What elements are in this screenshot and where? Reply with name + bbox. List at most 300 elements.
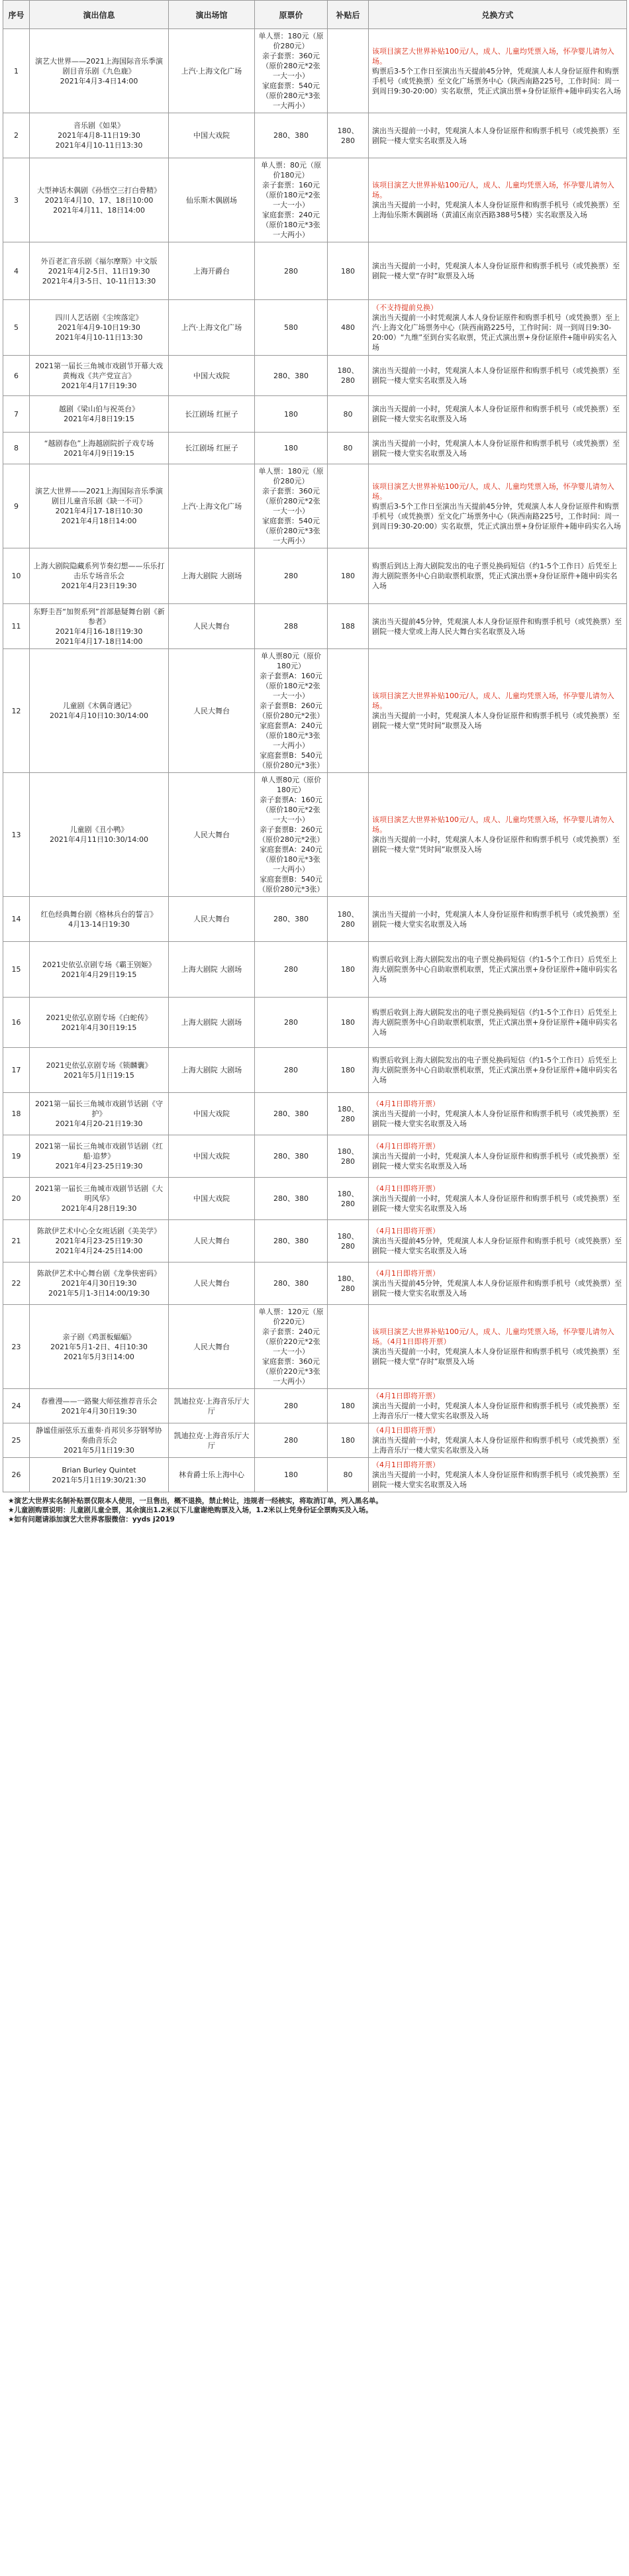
show-info [30, 1135, 169, 1178]
venue: 上海大剧院 大剧场 [169, 548, 255, 604]
original-price [255, 604, 328, 649]
venue: 中国大戏院 [169, 113, 255, 158]
exchange-text: 购票后收到上海大剧院发出的电子票兑换码短信（约1-5个工作日）后凭至上海大剧院票务中心自助取票机取票，凭正式演出票+身份证原件+随申码实名入场 [372, 1008, 618, 1037]
subsidized-price: 180 [328, 1048, 369, 1093]
subsidized-price: 180、280 [328, 113, 369, 158]
original-price [255, 1389, 328, 1423]
exchange-text: 演出当天提前一小时，凭观演人本人身份证原件和购票手机号（或凭换票）至剧院一楼大堂“凭时间”取票及入场 [372, 711, 620, 730]
exchange-text: 演出当天提前一小时，凭观演人本人身份证原件和购票手机号（或凭换票）至剧院一楼大堂实名取票及入场 [372, 1152, 620, 1170]
venue: 中国大戏院 [169, 1093, 255, 1135]
exchange-text: 购票后到达上海大剧院发出的电子票兑换码短信（约1-5个工作日）后凭至上海大剧院票务中心自助取票机取票，凭正式演出票+身份证原件+随申码实名入场 [372, 562, 618, 590]
row-number: 9 [3, 464, 30, 548]
price-line: 280 [284, 1066, 298, 1074]
show-title: 音乐剧《如果》 [73, 121, 124, 130]
venue: 人民大舞台 [169, 1262, 255, 1305]
venue: 凯迪拉克·上海音乐厅大厅 [169, 1389, 255, 1423]
price-line: 280、380 [273, 1109, 309, 1118]
show-title: 演艺大世界——2021上海国际音乐季演剧目儿童音乐剧《缺一不可》 [35, 487, 163, 505]
venue: 长江剧场 红匣子 [169, 396, 255, 433]
show-info [30, 1305, 169, 1389]
show-date: 2021年4月17-18日14:00 [55, 637, 143, 646]
subsidized-price: 180 [328, 1389, 369, 1423]
exchange-method [369, 158, 627, 242]
header-venue: 演出场馆 [169, 1, 255, 29]
price-line: 单人票：80元（原价180元） [261, 161, 321, 180]
exchange-text: 演出当天提前一小时，凭观演人本人身份证原件和购票手机号（或凭换票）至剧院一楼大堂实名取票及入场 [372, 1470, 620, 1489]
table-row [3, 1220, 627, 1262]
original-price [255, 433, 328, 464]
table-row [3, 356, 627, 396]
price-line: 亲子套票：360元（原价280元*2张 一大一小） [262, 487, 320, 515]
original-price [255, 158, 328, 242]
show-date: 2021年4月23-25日19:30 [55, 1237, 143, 1245]
row-number: 5 [3, 300, 30, 356]
show-date: 2021年5月1-2日、4日10:30 [50, 1342, 148, 1351]
subsidized-price: 180 [328, 548, 369, 604]
show-title: 2021史依弘京剧专场《锁麟囊》 [46, 1060, 152, 1070]
show-title: 红色经典舞台剧《格林兵台的誓言》 [40, 909, 158, 919]
original-price [255, 396, 328, 433]
venue: 上汽·上海文化广场 [169, 29, 255, 113]
price-line: 亲子套票A：160元（原价180元*2张 一大一小） [260, 796, 322, 824]
show-date: 2021年4月23-25日19:30 [55, 1162, 143, 1170]
exchange-method [369, 464, 627, 548]
show-title: 上海大剧院隐藏系列节奏幻想——乐乐打击乐专场音乐会 [33, 562, 165, 580]
subsidy-notice: （4月1日即将开票） [372, 1269, 440, 1278]
exchange-method [369, 242, 627, 300]
price-line: 280、380 [273, 131, 309, 140]
show-title: 2021第一届长三角城市戏剧节话剧《红船·追梦》 [35, 1142, 163, 1160]
price-line: 280、380 [273, 1152, 309, 1160]
table-row [3, 396, 627, 433]
show-date: 2021年4月8日19:15 [64, 415, 134, 423]
show-title: 2021第一届长三角城市戏剧节话剧《守护》 [35, 1100, 163, 1118]
original-price [255, 942, 328, 998]
subsidy-notice: 该项目演艺大世界补贴100元/人，成人、儿童均凭票入场，怀孕婴儿请勿入场。 [372, 692, 614, 710]
price-line: 280 [284, 965, 298, 974]
subsidized-price: 180、280 [328, 1178, 369, 1220]
row-number: 2 [3, 113, 30, 158]
show-info [30, 1262, 169, 1305]
venue: 上海大剧院 大剧场 [169, 998, 255, 1048]
exchange-text: 演出当天提前45分钟，凭观演人本人身份证原件和购票手机号（或凭换票）至剧院一楼大堂实名取票及入场 [372, 1279, 622, 1298]
venue: 人民大舞台 [169, 773, 255, 897]
show-info [30, 433, 169, 464]
price-line: 家庭套票：540元（原价280元*3张 一大两小） [262, 517, 320, 545]
subsidy-notice: 该项目演艺大世界补贴100元/人，成人、儿童均凭票入场，怀孕婴儿请勿入场。 [372, 815, 614, 834]
exchange-method [369, 998, 627, 1048]
show-info [30, 1423, 169, 1458]
row-number: 23 [3, 1305, 30, 1389]
show-info [30, 356, 169, 396]
subsidized-price: 180、280 [328, 897, 369, 942]
venue: 长江剧场 红匣子 [169, 433, 255, 464]
price-line: 180 [284, 444, 298, 452]
table-row [3, 1389, 627, 1423]
exchange-method [369, 1135, 627, 1178]
exchange-method [369, 396, 627, 433]
show-info [30, 1458, 169, 1492]
show-date: 2021年5月1-3日14:00/19:30 [48, 1289, 150, 1298]
table-row [3, 942, 627, 998]
row-number: 25 [3, 1423, 30, 1458]
original-price [255, 242, 328, 300]
price-line: 家庭套票B：540元（原价280元*3张） [258, 751, 324, 770]
exchange-method [369, 649, 627, 773]
exchange-method [369, 433, 627, 464]
header-price: 原票价 [255, 1, 328, 29]
row-number: 13 [3, 773, 30, 897]
show-info [30, 1389, 169, 1423]
show-title: 陈歆伊艺术中心全女班话剧《美美学》 [37, 1227, 161, 1235]
subsidized-price: 180 [328, 1423, 369, 1458]
table-row [3, 113, 627, 158]
exchange-text: 演出当天提前45分钟，凭观演人本人身份证原件和购票手机号（或凭换票）至剧院一楼大堂实名取票及入场 [372, 1237, 622, 1255]
subsidized-price: 180 [328, 942, 369, 998]
show-date: 2021年4月18日14:00 [61, 517, 137, 525]
price-line: 280 [284, 266, 298, 276]
original-price [255, 649, 328, 773]
show-title: 亲子剧《鸡蛋板蝠蝠》 [62, 1332, 136, 1341]
show-date: 2021年4月17日19:30 [61, 381, 137, 390]
show-title: 2021第一届长三角城市戏剧节开幕大戏黄梅戏《共产党宣言》 [35, 361, 163, 380]
subsidized-price [328, 29, 369, 113]
venue: 林肯爵士乐上海中心 [169, 1458, 255, 1492]
show-date: 2021年4月9-10日19:30 [58, 323, 140, 332]
table-row [3, 649, 627, 773]
exchange-text: 演出当天提前一小时，凭观演人本人身份证原件和购票手机号（或凭换票）至上海音乐厅一楼大堂实名取票及入场 [372, 1436, 620, 1455]
original-price [255, 464, 328, 548]
show-date: 2021年4月16-18日19:30 [55, 627, 143, 636]
show-title: 静谧佳丽弦乐五重奏·肖邦贝多芬钢琴协奏曲音乐会 [36, 1426, 162, 1445]
show-title: 陈歆伊艺术中心舞台剧《龙拳侠密码》 [37, 1269, 161, 1278]
show-date: 2021年4月11、18日14:00 [53, 205, 145, 215]
venue: 人民大舞台 [169, 1220, 255, 1262]
row-number: 12 [3, 649, 30, 773]
header-no: 序号 [3, 1, 30, 29]
show-date: 2021年4月10-11日13:30 [55, 333, 143, 342]
price-line: 家庭套票B：540元（原价280元*3张） [258, 875, 324, 894]
exchange-text: 演出当天提前一小时，凭观演人本人身份证原件和购票手机号（或凭换票）至剧院一楼大堂实名取票及入场 [372, 909, 620, 929]
original-price [255, 773, 328, 897]
row-number: 18 [3, 1093, 30, 1135]
show-title: 儿童剧《木偶奇遇记》 [62, 701, 136, 710]
row-number: 26 [3, 1458, 30, 1492]
exchange-text: 演出当天提前一小时凭观演人本人身份证原件和购票手机号（或凭换票）至上汽·上海文化广场票务中心（陕西南路225号，工作时间：周一到周日9:30-20:00）“九维”至到台实名取票，凭正式演出票+身份证原件+随申码实名入场 [372, 313, 620, 352]
row-number: 11 [3, 604, 30, 649]
show-date: 2021年4月30日19:30 [61, 1279, 137, 1288]
table-row [3, 29, 627, 113]
price-line: 家庭套票：540元（原价280元*3张 一大两小） [262, 81, 320, 110]
subsidy-notice: （不支持提前兑换） [372, 303, 438, 312]
header-info: 演出信息 [30, 1, 169, 29]
price-line: 单人票80元（原价180元） [261, 652, 321, 670]
table-row [3, 1048, 627, 1093]
subsidized-price [328, 464, 369, 548]
footer-note: ★儿童剧购票说明：儿童剧儿童全票，其余演出1.2米以下儿童谢绝购票及入场，1.2米以上凭身份证全票购买及入场。 [8, 1506, 373, 1514]
original-price [255, 1305, 328, 1389]
venue: 人民大舞台 [169, 897, 255, 942]
show-title: Brian Burley Quintet [62, 1465, 136, 1474]
exchange-method [369, 548, 627, 604]
show-date: 2021年4月2-5日、11日19:30 [48, 266, 150, 276]
show-info [30, 897, 169, 942]
venue: 中国大戏院 [169, 356, 255, 396]
subsidized-price: 180 [328, 242, 369, 300]
show-title: 春雅漫——一路聚大师弦推荐音乐会 [40, 1396, 158, 1406]
subsidized-price: 80 [328, 1458, 369, 1492]
exchange-method [369, 1220, 627, 1262]
exchange-text: 演出当天提前一小时，凭观演人本人身份证原件和购票手机号（或凭换票）至剧院一楼大堂实名取票及入场 [372, 126, 620, 145]
subsidy-notice: （4月1日即将开票） [372, 1100, 440, 1108]
subsidized-price: 188 [328, 604, 369, 649]
show-date: 2021年5月1日19:15 [64, 1070, 134, 1080]
table-row [3, 548, 627, 604]
table-row [3, 242, 627, 300]
exchange-method [369, 773, 627, 897]
show-date: 4月13-14日19:30 [68, 919, 130, 929]
table-row [3, 1093, 627, 1135]
subsidized-price: 180、280 [328, 1135, 369, 1178]
row-number: 7 [3, 396, 30, 433]
price-line: 580 [284, 323, 298, 332]
show-date: 2021年4月3-4日14:00 [60, 76, 138, 85]
exchange-text: 演出当天提前一小时，凭观演人本人身份证原件和购票手机号（或凭换票）至剧院一楼大堂实名取票及入场 [372, 405, 620, 423]
price-line: 亲子套票：240元（原价220元*2张 一大一小） [262, 1327, 320, 1356]
show-date: 2021年5月1日19:30 [64, 1446, 134, 1455]
exchange-text: 演出当天提前一小时，凭观演人本人身份证原件和购票手机号（或凭换票）至剧院一楼大堂实名取票及入场 [372, 438, 620, 458]
original-price [255, 1135, 328, 1178]
exchange-text: 购票后收到上海大剧院发出的电子票兑换码短信（约1-5个工作日）后凭至上海大剧院票务中心自助取票机取票，凭正式演出票+身份证原件+随申码实名入场 [372, 1056, 618, 1084]
exchange-method [369, 1178, 627, 1220]
subsidy-notice: 该项目演艺大世界补贴100元/人，成人、儿童均凭票入场，怀孕婴儿请勿入场。 [372, 46, 614, 66]
exchange-method [369, 356, 627, 396]
footer-note: ★演艺大世界实名制补贴票仅限本人使用，一旦售出，概不退换，禁止转让，违规者一经核实，将取消订单，列入黑名单。 [8, 1497, 383, 1505]
price-line: 亲子套票：360元（原价280元*2张 一大一小） [262, 52, 320, 80]
exchange-text: 演出当天提前一小时，凭观演人本人身份证原件和购票手机号（或凭换票）至上海音乐厅一楼大堂实名取票及入场 [372, 1402, 620, 1420]
exchange-text: 演出当天提前45分钟，凭观演人本人身份证原件和购票手机号（或凭换票）至剧院一楼大堂或上海人民大舞台实名取票及入场 [372, 617, 622, 636]
show-info [30, 649, 169, 773]
exchange-method [369, 29, 627, 113]
exchange-method [369, 113, 627, 158]
show-info [30, 29, 169, 113]
table-row [3, 1423, 627, 1458]
price-line: 家庭套票：360元（原价220元*3张 一大两小） [262, 1357, 320, 1386]
table-row [3, 433, 627, 464]
subsidized-price: 180、280 [328, 1220, 369, 1262]
show-date: 2021年4月30日19:30 [61, 1406, 137, 1416]
subsidy-notice: （4月1日即将开票） [372, 1227, 440, 1235]
venue: 人民大舞台 [169, 604, 255, 649]
show-title: 2021第一届长三角城市戏剧节话剧《大明风华》 [35, 1184, 163, 1203]
row-number: 24 [3, 1389, 30, 1423]
subsidy-notice: （4月1日即将开票） [372, 1184, 440, 1193]
header-subsidy: 补贴后 [328, 1, 369, 29]
subsidized-price: 180、280 [328, 356, 369, 396]
price-line: 亲子套票B：260元（原价280元*2张） [258, 825, 324, 844]
original-price [255, 1262, 328, 1305]
show-info [30, 1093, 169, 1135]
show-info [30, 942, 169, 998]
row-number: 20 [3, 1178, 30, 1220]
show-title: 外百老汇音乐剧《福尔摩斯》中文版 [40, 256, 158, 266]
price-line: 288 [284, 622, 298, 631]
original-price [255, 1048, 328, 1093]
price-line: 单人票：180元（原价280元） [258, 32, 324, 50]
row-number: 22 [3, 1262, 30, 1305]
price-line: 单人票80元（原价180元） [261, 776, 321, 794]
exchange-method [369, 1048, 627, 1093]
subsidized-price [328, 649, 369, 773]
price-line: 家庭套票A：240元（原价180元*3张 一大两小） [260, 845, 322, 874]
original-price [255, 1458, 328, 1492]
show-title: 2021史依弘京剧专场《霸王别姬》 [42, 960, 156, 969]
show-title: 2021史依弘京剧专场《白蛇传》 [46, 1013, 152, 1022]
exchange-text: 演出当天提前一小时，凭观演人本人身份证原件和购票手机号（或凭换票）至剧院一楼大堂“存时”取票及入场 [372, 1347, 620, 1366]
row-number: 1 [3, 29, 30, 113]
show-date: 2021年4月11日10:30/14:00 [49, 835, 149, 844]
row-number: 16 [3, 998, 30, 1048]
price-line: 180 [284, 1470, 298, 1479]
table-header-row [3, 1, 627, 29]
subsidy-notice: （4月1日即将开票） [372, 1461, 440, 1469]
show-date: 2021年4月17-18日10:30 [55, 507, 143, 515]
subsidized-price [328, 773, 369, 897]
exchange-text: 演出当天提前一小时，凭观演人本人身份证原件和购票手机号（或凭换票）至剧院一楼大堂实名取票及入场 [372, 1109, 620, 1128]
subsidy-notice: 该项目演艺大世界补贴100元/人，成人、儿童均凭票入场，怀孕婴儿请勿入场。 [372, 181, 614, 199]
venue: 凯迪拉克·上海音乐厅大厅 [169, 1423, 255, 1458]
table-row [3, 1135, 627, 1178]
show-info [30, 158, 169, 242]
row-number: 15 [3, 942, 30, 998]
show-date: 2021年4月24-25日14:00 [55, 1247, 143, 1255]
subsidy-notice: 该项目演艺大世界补贴100元/人，成人、儿童均凭票入场，怀孕婴儿请勿入场。 [372, 482, 614, 501]
show-title: 东野圭吾“加贺系列”首部悬疑舞台剧《新参者》 [33, 607, 165, 626]
show-info [30, 300, 169, 356]
price-line: 280、380 [273, 371, 309, 380]
price-line: 单人票：180元（原价280元） [258, 467, 324, 486]
show-date: 2021年4月10日10:30/14:00 [49, 711, 149, 720]
exchange-method [369, 1093, 627, 1135]
original-price [255, 897, 328, 942]
show-date: 2021年4月28日19:30 [61, 1204, 137, 1213]
price-line: 280 [284, 1018, 298, 1027]
show-info [30, 998, 169, 1048]
show-title: 演艺大世界——2021上海国际音乐季演剧目音乐剧《九色鹿》 [35, 56, 163, 76]
show-date: 2021年4月10、17、18日10:00 [44, 195, 154, 205]
exchange-method [369, 897, 627, 942]
show-date: 2021年4月30日19:15 [61, 1023, 137, 1032]
show-date: 2021年4月29日19:15 [61, 970, 137, 979]
original-price [255, 1220, 328, 1262]
show-info [30, 396, 169, 433]
subsidized-price: 480 [328, 300, 369, 356]
exchange-text: 演出当天提前一小时，凭观演人本人身份证原件和购票手机号（或凭换票）至剧院一楼大堂实名取票及入场 [372, 1194, 620, 1213]
venue: 上海开爵台 [169, 242, 255, 300]
show-title: “越剧春色”上海越剧院折子戏专场 [44, 438, 154, 448]
subsidy-notice: 该项目演艺大世界补贴100元/人，成人、儿童均凭票入场，怀孕婴儿请勿入场。（4月1日即将开票） [372, 1327, 614, 1346]
row-number: 14 [3, 897, 30, 942]
price-line: 单人票：120元（原价220元） [258, 1308, 324, 1326]
row-number: 21 [3, 1220, 30, 1262]
show-title: 儿童剧《丑小鸭》 [70, 825, 128, 834]
exchange-method [369, 1458, 627, 1492]
price-line: 180 [284, 409, 298, 419]
header-exchange: 兑换方式 [369, 1, 627, 29]
subsidy-notice: （4月1日即将开票） [372, 1142, 440, 1151]
price-line: 280、380 [273, 1237, 309, 1245]
exchange-text: 演出当天提前一小时，凭观演人本人身份证原件和购票手机号（或凭换票）至上海仙乐斯木偶剧场（黄浦区南京西路388号5楼）实名取票及入场 [372, 201, 620, 219]
subsidized-price [328, 158, 369, 242]
original-price [255, 300, 328, 356]
table-row [3, 158, 627, 242]
row-number: 6 [3, 356, 30, 396]
row-number: 10 [3, 548, 30, 604]
price-line: 280、380 [273, 1279, 309, 1288]
show-date: 2021年4月10-11日13:30 [55, 141, 143, 150]
table-row [3, 1458, 627, 1492]
original-price [255, 998, 328, 1048]
price-line: 280 [284, 572, 298, 580]
subsidy-notice: （4月1日即将开票） [372, 1392, 440, 1400]
exchange-text: 演出当天提前一小时，凭观演人本人身份证原件和购票手机号（或凭换票）至剧院一楼大堂实名取票及入场 [372, 366, 620, 385]
show-date: 2021年5月3日14:00 [64, 1352, 134, 1361]
exchange-method [369, 1262, 627, 1305]
footer-notes [3, 1492, 626, 1528]
row-number: 8 [3, 433, 30, 464]
venue: 中国大戏院 [169, 1135, 255, 1178]
original-price [255, 356, 328, 396]
venue: 上海大剧院 大剧场 [169, 942, 255, 998]
footer-note: ★如有问题请添加演艺大世界客服微信：yyds j2019 [8, 1516, 175, 1523]
venue: 人民大舞台 [169, 1305, 255, 1389]
ticket-table [3, 0, 627, 1492]
table-row [3, 1178, 627, 1220]
show-date: 2021年4月9日19:15 [64, 448, 134, 458]
exchange-method [369, 1423, 627, 1458]
table-row [3, 998, 627, 1048]
price-line: 家庭套票A：240元（原价180元*3张 一大两小） [260, 721, 322, 750]
exchange-text: 购票后3-5个工作日至演出当天提前45分钟，凭观演人本人身份证原件和购票手机号（或凭换票）至文化广场票务中心（陕西南路225号，工作时间：周一到周日9:30-20:00）实名取票，凭正式演出票+身份证原件+随申码实名入场 [372, 501, 621, 531]
price-line: 280、380 [273, 1194, 309, 1203]
price-line: 280、380 [273, 915, 309, 923]
table-body [3, 29, 627, 1492]
price-line: 亲子套票B：260元（原价280元*2张） [258, 701, 324, 720]
show-info [30, 464, 169, 548]
exchange-text: 购票后3-5个工作日至演出当天提前45分钟，凭观演人本人身份证原件和购票手机号（或凭换票）至文化广场票务中心（陕西南路225号，工作时间：周一到周日9:30-20:00）实名取票，凭正式演出票+身份证原件+随申码实名入场 [372, 66, 621, 95]
venue: 仙乐斯木偶剧场 [169, 158, 255, 242]
exchange-text: 购票后收到上海大剧院发出的电子票兑换码短信（约1-5个工作日）后凭至上海大剧院票务中心自助取票机取票，凭正式演出票+身份证原件+随申码实名入场 [372, 955, 618, 984]
show-info [30, 242, 169, 300]
show-title: 大型神话木偶剧《孙悟空三打白骨精》 [37, 185, 161, 195]
table-row [3, 897, 627, 942]
original-price [255, 29, 328, 113]
subsidized-price [328, 1305, 369, 1389]
subsidized-price: 180、280 [328, 1093, 369, 1135]
price-line: 280 [284, 1402, 298, 1410]
row-number: 3 [3, 158, 30, 242]
show-date: 2021年4月20-21日19:30 [55, 1119, 143, 1128]
venue: 人民大舞台 [169, 649, 255, 773]
exchange-text: 演出当天提前一小时，凭观演人本人身份证原件和购票手机号（或凭换票）至剧院一楼大堂“存时”取票及入场 [372, 262, 620, 280]
table-row [3, 1305, 627, 1389]
price-line: 亲子套票：160元（原价180元*2张 一大一小） [262, 181, 320, 209]
subsidized-price: 180、280 [328, 1262, 369, 1305]
show-date: 2021年4月8-11日19:30 [58, 131, 140, 140]
venue: 上汽·上海文化广场 [169, 464, 255, 548]
exchange-text: 演出当天提前一小时，凭观演人本人身份证原件和购票手机号（或凭换票）至剧院一楼大堂“凭时间”取票及入场 [372, 835, 620, 854]
table-row [3, 773, 627, 897]
